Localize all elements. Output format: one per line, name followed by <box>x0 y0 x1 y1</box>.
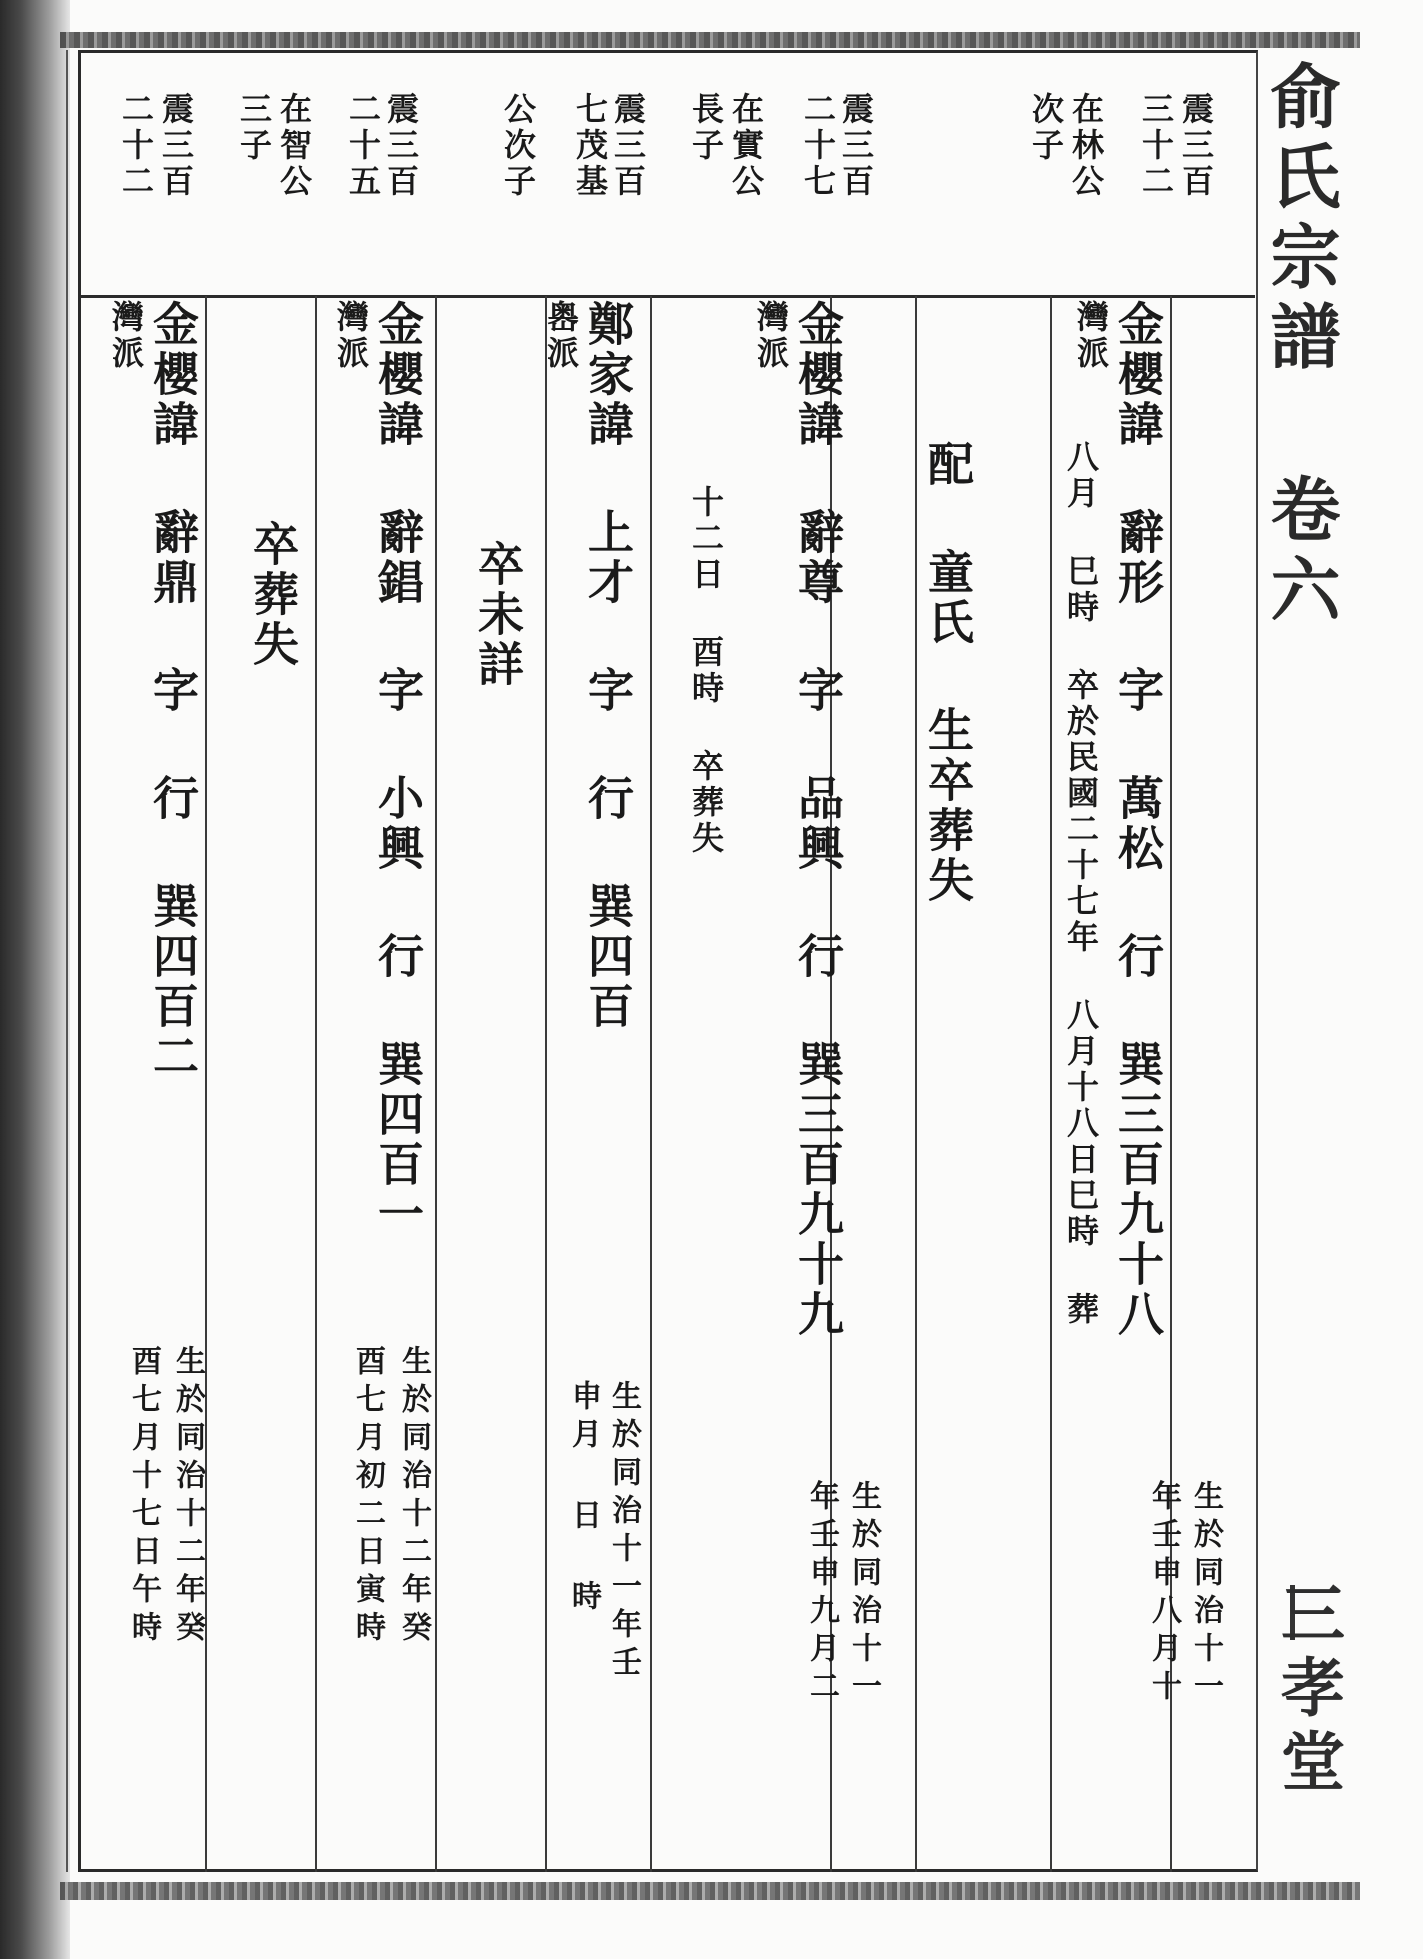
entry-birth-line: 年壬申九月二 <box>804 1480 839 1708</box>
entry-birth-line: 申月 日 時 <box>566 1380 601 1618</box>
father-line: 震三百 <box>837 92 875 200</box>
column-rule <box>205 296 207 1872</box>
entry-birth-line: 生於同治十一 <box>1188 1480 1223 1708</box>
scan-bottom-border <box>60 1882 1360 1900</box>
entry-branch: 嶴派 <box>542 300 580 372</box>
column-rule <box>650 296 652 1872</box>
column-rule <box>915 296 917 1872</box>
entry-main-line: 金櫻諱 辭鼎 字 行 巽四百二 <box>146 300 200 1082</box>
outer-frame-line <box>66 50 68 1872</box>
father-line: 長子 <box>687 92 725 164</box>
column-rule <box>435 296 437 1872</box>
entry-death-line: 十二日 酉時 卒葬失 <box>687 485 725 857</box>
book-title: 俞氏宗譜 卷六 <box>1259 60 1342 633</box>
entry-birth-line: 生於同治十二年癸 <box>170 1345 205 1649</box>
father-line: 三十二 <box>1137 92 1175 200</box>
entry-birth-line: 生於同治十二年癸 <box>396 1345 431 1649</box>
father-line: 震三百 <box>382 92 420 200</box>
father-line: 次子 <box>1027 92 1065 164</box>
entry-main-line: 金櫻諱 辭錩 字 小興 行 巽四百一 <box>371 300 425 1240</box>
entry-birth-line: 年壬申八月十 <box>1146 1480 1181 1708</box>
entry-branch: 灣派 <box>1072 300 1110 372</box>
entry-spouse-line: 配 童氏 生卒葬失 <box>921 440 975 906</box>
father-line: 公次子 <box>499 92 537 200</box>
entry-death-note: 卒未詳 <box>471 540 525 690</box>
entry-death-note: 卒葬失 <box>246 520 300 670</box>
entry-main-line: 金櫻諱 辭形 字 萬松 行 巽三百九十八 <box>1111 300 1165 1340</box>
entry-branch: 灣派 <box>107 300 145 372</box>
column-rule <box>545 296 547 1872</box>
column-rule <box>315 296 317 1872</box>
father-line: 震三百 <box>1177 92 1215 200</box>
entry-birth-line: 生於同治十一 <box>846 1480 881 1708</box>
entry-birth-line: 酉七月初二日寅時 <box>350 1345 385 1649</box>
entry-branch: 灣派 <box>752 300 790 372</box>
father-line: 二十五 <box>344 92 382 200</box>
entry-birth-line: 生於同治十一年壬 <box>606 1380 641 1684</box>
father-row-divider <box>80 295 1255 298</box>
entry-branch: 灣派 <box>332 300 370 372</box>
father-line: 在實公 <box>727 92 765 200</box>
hall-name-label: 三孝堂 <box>1270 1580 1345 1802</box>
father-line: 震三百 <box>609 92 647 200</box>
father-line: 七茂基 <box>571 92 609 200</box>
column-rule <box>1050 296 1052 1872</box>
father-line: 三子 <box>235 92 273 164</box>
scan-top-border <box>60 32 1360 48</box>
father-line: 在智公 <box>275 92 313 200</box>
father-line: 震三百 <box>157 92 195 200</box>
scan-dark-edge <box>0 0 70 1959</box>
entry-birth-line: 酉七月十七日午時 <box>126 1345 161 1649</box>
entry-death-line: 八月 巳時 卒於民國二十七年 八月十八日巳時 葬 <box>1062 440 1100 1328</box>
father-line: 二十二 <box>117 92 155 200</box>
entry-main-line: 金櫻諱 辭尊 字 品興 行 巽三百九十九 <box>791 300 845 1340</box>
father-line: 在林公 <box>1067 92 1105 200</box>
entry-main-line: 鄭家諱 上才 字 行 巽四百 <box>581 300 635 1032</box>
father-line: 二十七 <box>799 92 837 200</box>
